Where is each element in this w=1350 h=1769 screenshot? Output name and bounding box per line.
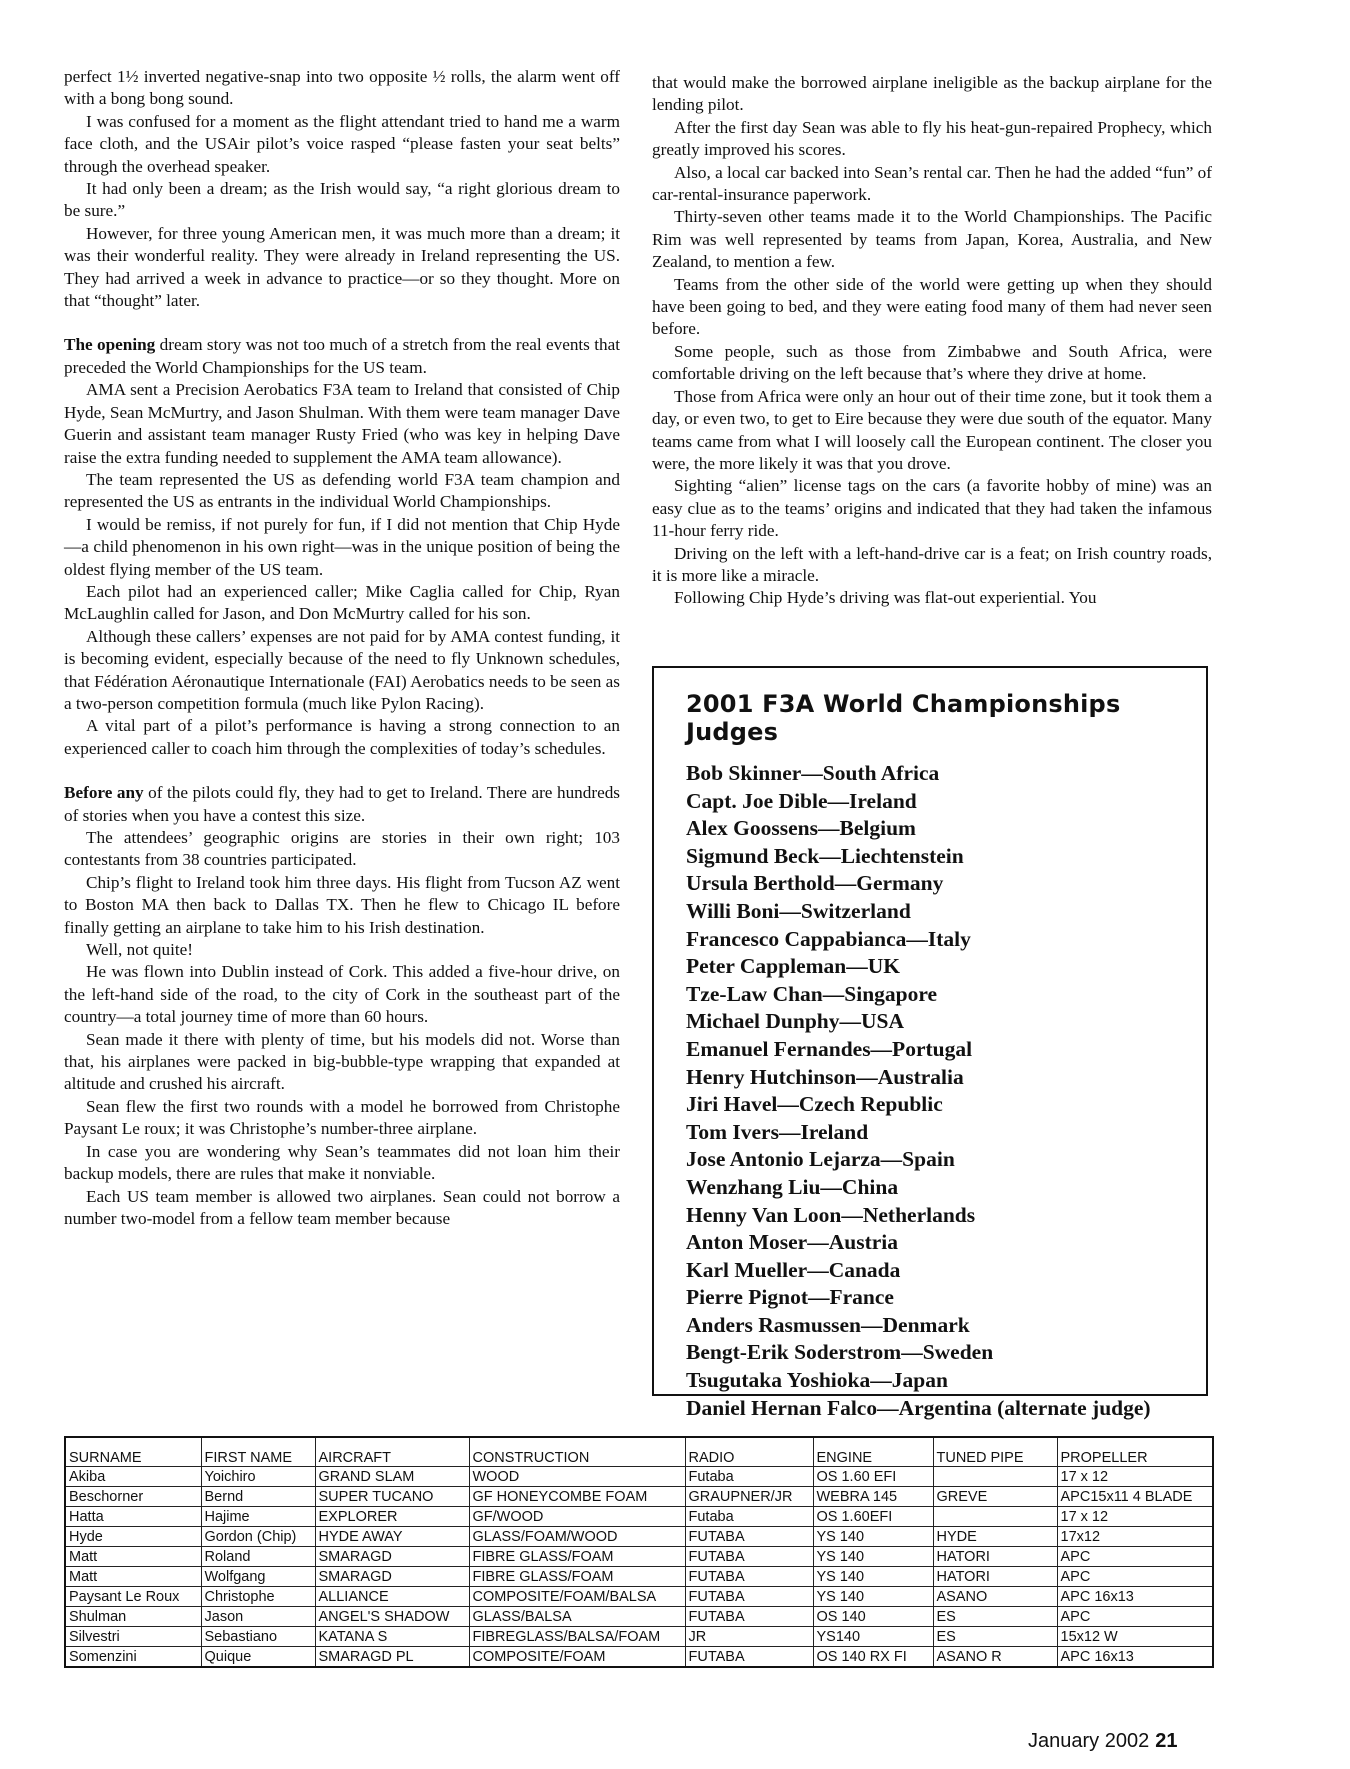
article-paragraph: [64, 334, 620, 379]
article-paragraph: [652, 162, 1212, 207]
judges-sidebar: [652, 666, 1208, 1420]
column-header: CONSTRUCTION: [469, 1437, 685, 1467]
table-cell: Sebastiano: [201, 1627, 315, 1647]
article-paragraph: [64, 961, 620, 1028]
article-paragraph: [64, 1186, 620, 1231]
table-cell: ES: [933, 1607, 1057, 1627]
table-cell: OS 140 RX FI: [813, 1647, 933, 1668]
article-paragraph: [64, 626, 620, 716]
judge-entry: Michael Dunphy—USA: [686, 1009, 905, 1034]
paragraph-text: Sighting “alien” license tags on the cars (a favorite hobby of mine) was an easy clue as to the teams’ origins and indicated that they had taken the infamous 11-hour ferry ride.: [652, 476, 1212, 541]
judge-entry: Francesco Cappabianca—Italy: [686, 926, 971, 951]
paragraph-text: Teams from the other side of the world were getting up when they should have been going to bed, and they were eating food many of them had never seen before.: [652, 274, 1212, 339]
judge-entry: Ursula Berthold—Germany: [686, 871, 944, 896]
article-paragraph: [652, 386, 1212, 476]
judge-entry: Karl Mueller—Canada: [686, 1257, 901, 1282]
table-cell: Futaba: [685, 1467, 813, 1487]
table-cell: [933, 1507, 1057, 1527]
table-cell: Jason: [201, 1607, 315, 1627]
table-cell: ASANO: [933, 1587, 1057, 1607]
table-cell: Christophe: [201, 1587, 315, 1607]
column-header: RADIO: [685, 1437, 813, 1467]
article-paragraph: [64, 715, 620, 760]
article-paragraph: [64, 66, 620, 111]
table-cell: APC: [1057, 1547, 1213, 1567]
issue-date: January 2002: [1028, 1730, 1150, 1752]
article-paragraph: [64, 379, 620, 469]
article-paragraph: [64, 111, 620, 178]
table-row: [65, 1627, 1213, 1647]
table-row: [65, 1607, 1213, 1627]
table-cell: JR: [685, 1627, 813, 1647]
entrants-table: [64, 1436, 1214, 1668]
table-cell: GRAND SLAM: [315, 1467, 469, 1487]
table-cell: APC 16x13: [1057, 1647, 1213, 1668]
table-header-row: [65, 1437, 1213, 1467]
table-row: [65, 1547, 1213, 1567]
table-cell: Paysant Le Roux: [65, 1587, 201, 1607]
table-cell: Matt: [65, 1547, 201, 1567]
table-cell: 15x12 W: [1057, 1627, 1213, 1647]
paragraph-text: The attendees’ geographic origins are stories in their own right; 103 contestants from 38 countries participated.: [64, 828, 620, 870]
table-cell: SMARAGD: [315, 1567, 469, 1587]
paragraph-text: The team represented the US as defending world F3A team champion and represented the US as entrants in the individual World Championships.: [64, 469, 620, 512]
table-cell: 17x12: [1057, 1527, 1213, 1547]
table-cell: GRAUPNER/JR: [685, 1487, 813, 1507]
table-cell: APC15x11 4 BLADE: [1057, 1487, 1213, 1507]
column-header: TUNED PIPE: [933, 1437, 1057, 1467]
table-cell: Beschorner: [65, 1487, 201, 1507]
paragraph-text: After the first day Sean was able to fly his heat-gun-repaired Prophecy, which greatly improved his scores.: [652, 117, 1212, 160]
paragraph-text: Some people, such as those from Zimbabwe and South Africa, were comfortable driving on the left because that’s where they drive at home.: [652, 341, 1212, 384]
judge-entry: Jiri Havel—Czech Republic: [686, 1092, 943, 1117]
judge-entry: Alex Goossens—Belgium: [686, 816, 916, 841]
table-cell: Hyde: [65, 1527, 201, 1547]
judge-entry: Bengt-Erik Soderstrom—Sweden: [686, 1340, 994, 1365]
table-cell: GLASS/BALSA: [469, 1607, 685, 1627]
judges-list: [686, 760, 1206, 1422]
column-header: SURNAME: [65, 1437, 201, 1467]
table-cell: GF/WOOD: [469, 1507, 685, 1527]
paragraph-lead-in: Before any: [64, 783, 144, 803]
page-number: 21: [1155, 1730, 1178, 1752]
judge-entry: Daniel Hernan Falco—Argentina (alternate judge): [686, 1395, 1151, 1420]
table-cell: YS 140: [813, 1567, 933, 1587]
paragraph-text: I was confused for a moment as the flight attendant tried to hand me a warm face cloth, and the USAir pilot’s voice rasped “please fasten your seat belts” through the overhead speaker.: [64, 111, 620, 176]
judge-entry: Pierre Pignot—France: [686, 1285, 894, 1310]
judge-entry: Peter Cappleman—UK: [686, 954, 900, 979]
article-paragraph: [64, 469, 620, 514]
column-header: ENGINE: [813, 1437, 933, 1467]
judge-entry: Henny Van Loon—Netherlands: [686, 1202, 976, 1227]
paragraph-text: dream story was not too much of a stretch from the real events that preceded the World Championships for the US team.: [64, 335, 621, 377]
table-cell: OS 140: [813, 1607, 933, 1627]
page-footer: [1028, 1730, 1177, 1753]
column-header: AIRCRAFT: [315, 1437, 469, 1467]
paragraph-text: Driving on the left with a left-hand-drive car is a feat; on Irish country roads, it is more like a miracle.: [652, 543, 1212, 585]
table-body: [65, 1467, 1213, 1668]
judges-title: 2001 F3A World Championships Judges: [686, 690, 1121, 746]
table-cell: SMARAGD PL: [315, 1647, 469, 1668]
judge-entry: Tsugutaka Yoshioka—Japan: [686, 1368, 948, 1393]
table-cell: APC: [1057, 1607, 1213, 1627]
paragraph-text: Well, not quite!: [86, 940, 193, 960]
article-paragraph: [64, 223, 620, 313]
article-paragraph: [652, 341, 1212, 386]
article-paragraph: [64, 872, 620, 939]
article-paragraph: [64, 581, 620, 626]
table-cell: YS 140: [813, 1527, 933, 1547]
judge-entry: Wenzhang Liu—China: [686, 1174, 899, 1199]
table-cell: FIBRE GLASS/FOAM: [469, 1567, 685, 1587]
judge-entry: Sigmund Beck—Liechtenstein: [686, 843, 964, 868]
article-paragraph: [64, 178, 620, 223]
table-cell: KATANA S: [315, 1627, 469, 1647]
table-cell: Silvestri: [65, 1627, 201, 1647]
table-cell: Somenzini: [65, 1647, 201, 1668]
judge-entry: Bob Skinner—South Africa: [686, 761, 940, 785]
table-cell: Bernd: [201, 1487, 315, 1507]
table-cell: APC: [1057, 1567, 1213, 1587]
table-cell: APC 16x13: [1057, 1587, 1213, 1607]
paragraph-text: Thirty-seven other teams made it to the World Championships. The Pacific Rim was well represented by teams from Japan, Korea, Australia, and New Zealand, to mention a few.: [652, 207, 1212, 272]
paragraph-text: In case you are wondering why Sean’s teammates did not loan him their backup models, there are rules that make it nonviable.: [64, 1141, 620, 1184]
article-paragraph: [652, 274, 1212, 341]
table-cell: Gordon (Chip): [201, 1527, 315, 1547]
paragraph-text: He was flown into Dublin instead of Cork. This added a five-hour drive, on the left-hand side of the road, to the city of Cork in the southeast part of the country—a total journey time of more than 60 hours.: [64, 962, 620, 1027]
table-cell: SMARAGD: [315, 1547, 469, 1567]
judge-entry: Anton Moser—Austria: [686, 1230, 898, 1255]
column-header: FIRST NAME: [201, 1437, 315, 1467]
paragraph-text: Those from Africa were only an hour out of their time zone, but it took them a day, or even two, to get to Eire because they were due south of the equator. Many teams came from what I will loosely call the European continent. The closer you were, the more likely it was that you drove.: [652, 386, 1212, 473]
table-cell: OS 1.60 EFI: [813, 1467, 933, 1487]
table-cell: COMPOSITE/FOAM/BALSA: [469, 1587, 685, 1607]
table-cell: Yoichiro: [201, 1467, 315, 1487]
table-cell: HYDE: [933, 1527, 1057, 1547]
table-cell: YS140: [813, 1627, 933, 1647]
table-row: [65, 1467, 1213, 1487]
article-paragraph: [652, 206, 1212, 273]
judge-entry: Tom Ivers—Ireland: [686, 1119, 869, 1144]
paragraph-lead-in: The opening: [64, 335, 156, 355]
paragraph-text: However, for three young American men, it was much more than a dream; it was their wonderful reality. They were already in Ireland representing the US. They had arrived a week in advance to practice—or so they thought. More on that “thought” later.: [64, 223, 620, 311]
table-cell: EXPLORER: [315, 1507, 469, 1527]
judge-entry: Emanuel Fernandes—Portugal: [686, 1036, 973, 1061]
table-cell: FUTABA: [685, 1527, 813, 1547]
table-cell: OS 1.60EFI: [813, 1507, 933, 1527]
table-cell: GF HONEYCOMBE FOAM: [469, 1487, 685, 1507]
paragraph-text: Sean flew the first two rounds with a model he borrowed from Christophe Paysant Le roux; it was Christophe’s number-three airplane.: [64, 1096, 620, 1139]
table-cell: FUTABA: [685, 1587, 813, 1607]
table-cell: 17 x 12: [1057, 1467, 1213, 1487]
table-cell: WOOD: [469, 1467, 685, 1487]
paragraph-text: I would be remiss, if not purely for fun, if I did not mention that Chip Hyde—a child phenomenon in his own right—was in the unique position of being the oldest flying member of the US team.: [64, 514, 620, 579]
judge-entry: Willi Boni—Switzerland: [686, 898, 911, 923]
article-column-left: [64, 66, 620, 1230]
table-cell: HATORI: [933, 1567, 1057, 1587]
paragraph-text: perfect 1½ inverted negative-snap into two opposite ½ rolls, the alarm went off with a bong bong sound.: [64, 67, 620, 109]
table-cell: SUPER TUCANO: [315, 1487, 469, 1507]
table-cell: ANGEL'S SHADOW: [315, 1607, 469, 1627]
table-cell: FIBRE GLASS/FOAM: [469, 1547, 685, 1567]
paragraph-text: AMA sent a Precision Aerobatics F3A team to Ireland that consisted of Chip Hyde, Sean McMurtry, and Jason Shulman. With them were team manager Dave Guerin and assistant team manager Rusty Fried (who was key in helping Dave raise the extra funding needed to supplement the AMA team allowance).: [64, 380, 620, 467]
paragraph-text: that would make the borrowed airplane ineligible as the backup airplane for the lending pilot.: [652, 73, 1212, 115]
judge-entry: Anders Rasmussen—Denmark: [686, 1312, 970, 1337]
article-paragraph: [652, 72, 1212, 117]
table-cell: Shulman: [65, 1607, 201, 1627]
table-cell: ASANO R: [933, 1647, 1057, 1668]
table-row: [65, 1647, 1213, 1668]
table-cell: FUTABA: [685, 1547, 813, 1567]
table-row: [65, 1567, 1213, 1587]
table-cell: [933, 1467, 1057, 1487]
table-cell: FIBREGLASS/BALSA/FOAM: [469, 1627, 685, 1647]
judge-entry: Capt. Joe Dible—Ireland: [686, 788, 917, 813]
table-cell: HATORI: [933, 1547, 1057, 1567]
table-cell: Roland: [201, 1547, 315, 1567]
table-cell: Matt: [65, 1567, 201, 1587]
table-cell: GLASS/FOAM/WOOD: [469, 1527, 685, 1547]
table-cell: Hajime: [201, 1507, 315, 1527]
paragraph-text: Although these callers’ expenses are not paid for by AMA contest funding, it is becoming evident, especially because of the need to fly Unknown schedules, that Fédération Aéronautique Internationale (FAI) Aerobatics needs to be seen as a two-person competition formula (much like Pylon Racing).: [64, 626, 620, 713]
column-header: PROPELLER: [1057, 1437, 1213, 1467]
article-paragraph: [652, 587, 1212, 609]
table-cell: HYDE AWAY: [315, 1527, 469, 1547]
paragraph-text: It had only been a dream; as the Irish would say, “a right glorious dream to be sure.”: [64, 179, 620, 221]
table-cell: Quique: [201, 1647, 315, 1668]
table-cell: WEBRA 145: [813, 1487, 933, 1507]
paragraph-text: Each US team member is allowed two airplanes. Sean could not borrow a number two-model from a fellow team member because: [64, 1186, 620, 1228]
article-paragraph: [64, 514, 620, 581]
table-row: [65, 1507, 1213, 1527]
article-paragraph: [64, 1096, 620, 1141]
table-cell: FUTABA: [685, 1647, 813, 1668]
paragraph-text: Sean made it there with plenty of time, but his models did not. Worse than that, his airplanes were packed in big-bubble-type wrapping that expanded at altitude and crushed his aircraft.: [64, 1029, 620, 1094]
article-paragraph: [652, 543, 1212, 588]
judge-entry: Jose Antonio Lejarza—Spain: [686, 1147, 955, 1172]
judge-entry: Henry Hutchinson—Australia: [686, 1064, 964, 1089]
table-row: [65, 1527, 1213, 1547]
table-cell: ES: [933, 1627, 1057, 1647]
table-cell: Hatta: [65, 1507, 201, 1527]
article-paragraph: [64, 939, 620, 961]
table-cell: ALLIANCE: [315, 1587, 469, 1607]
table-cell: Akiba: [65, 1467, 201, 1487]
table-cell: Wolfgang: [201, 1567, 315, 1587]
paragraph-text: of the pilots could fly, they had to get to Ireland. There are hundreds of stories when you have a contest this size.: [64, 783, 620, 825]
table-row: [65, 1487, 1213, 1507]
paragraph-text: A vital part of a pilot’s performance is having a strong connection to an experienced caller to coach him through the complexities of today’s schedules.: [64, 716, 620, 758]
paragraph-text: Each pilot had an experienced caller; Mike Caglia called for Chip, Ryan McLaughlin called for Jason, and Don McMurtry called for his son.: [64, 581, 620, 624]
judge-entry: Tze-Law Chan—Singapore: [686, 981, 938, 1006]
table-cell: Futaba: [685, 1507, 813, 1527]
table-cell: GREVE: [933, 1487, 1057, 1507]
table-cell: FUTABA: [685, 1607, 813, 1627]
paragraph-text: Also, a local car backed into Sean’s rental car. Then he had the added “fun” of car-rental-insurance paperwork.: [652, 162, 1212, 205]
article-paragraph: [64, 782, 620, 827]
table-cell: YS 140: [813, 1547, 933, 1567]
article-paragraph: [64, 1141, 620, 1186]
article-column-right: [652, 72, 1212, 610]
table-cell: FUTABA: [685, 1567, 813, 1587]
paragraph-text: Following Chip Hyde’s driving was flat-out experiential. You: [674, 588, 1097, 608]
table-cell: 17 x 12: [1057, 1507, 1213, 1527]
table-cell: COMPOSITE/FOAM: [469, 1647, 685, 1668]
table-row: [65, 1587, 1213, 1607]
paragraph-text: Chip’s flight to Ireland took him three days. His flight from Tucson AZ went to Boston MA then back to Dallas TX. Then he flew to Chicago IL before finally getting an airplane to take him to his Irish destination.: [64, 872, 620, 937]
article-paragraph: [652, 475, 1212, 542]
table-cell: YS 140: [813, 1587, 933, 1607]
article-paragraph: [64, 827, 620, 872]
article-paragraph: [652, 117, 1212, 162]
article-paragraph: [64, 1029, 620, 1096]
